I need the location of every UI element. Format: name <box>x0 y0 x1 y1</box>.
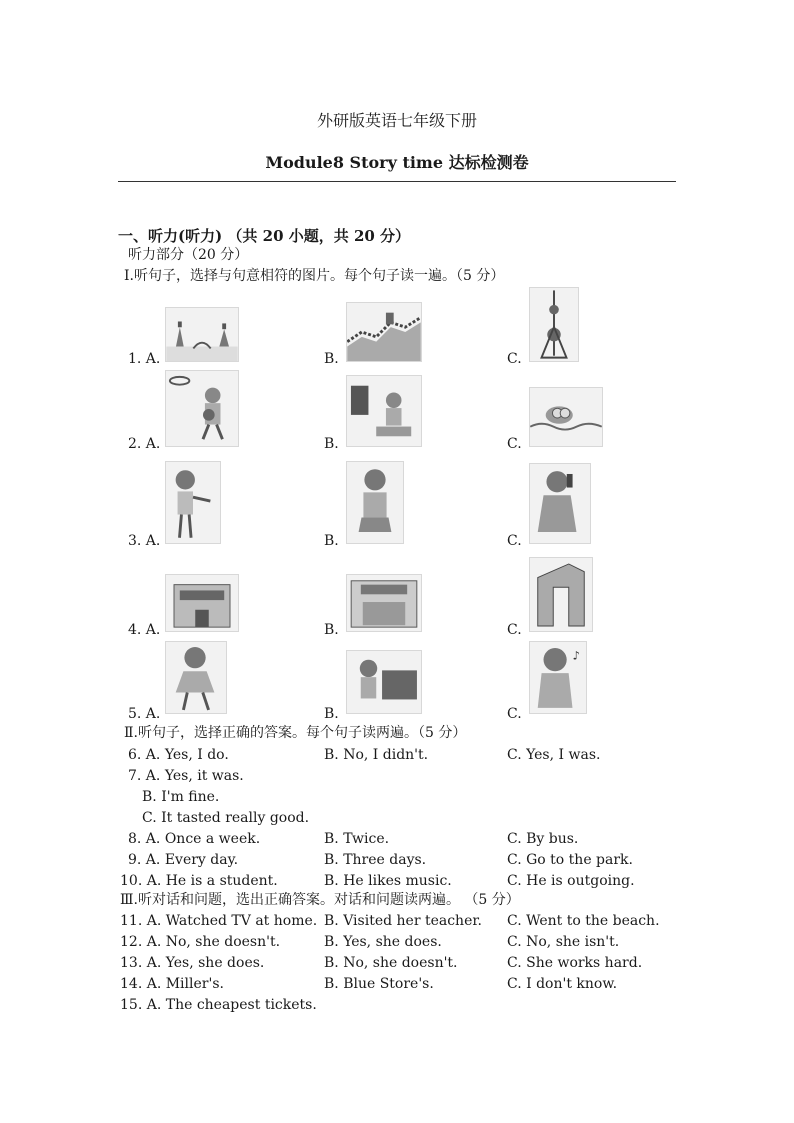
q4-label-a: 4. A. <box>128 622 161 638</box>
girl-in-sweater-icon <box>346 461 404 544</box>
q11-option-a: 11. A. Watched TV at home. <box>120 913 318 929</box>
singing-girl-icon <box>529 641 587 714</box>
q13-option-a: 13. A. Yes, she does. <box>120 955 265 971</box>
q3-label-c: C. <box>507 533 522 549</box>
q7-option-b: B. I'm fine. <box>142 789 220 805</box>
q12-option-c: C. No, she isn't. <box>507 934 620 950</box>
q7-option-c: C. It tasted really good. <box>142 810 310 826</box>
part-label: 听力部分（20 分） <box>128 247 249 263</box>
q1-label-a: 1. A. <box>128 351 161 367</box>
q14-option-c: C. I don't know. <box>507 976 618 992</box>
q9-option-c: C. Go to the park. <box>507 852 633 868</box>
q11-option-c: C. Went to the beach. <box>507 913 660 929</box>
q12-option-a: 12. A. No, she doesn't. <box>120 934 281 950</box>
q10-option-a: 10. A. He is a student. <box>120 873 278 889</box>
q1-label-b: B. <box>324 351 339 367</box>
q3-label-a: 3. A. <box>128 533 161 549</box>
part2-instruction: Ⅱ.听句子，选择正确的答案。每个句子读两遍。（5 分） <box>124 725 467 741</box>
section-heading: 一、听力(听力) （共 20 小题，共 20 分） <box>118 227 411 245</box>
q4-label-c: C. <box>507 622 522 638</box>
q14-option-b: B. Blue Store's. <box>324 976 434 992</box>
tv-tower-icon <box>529 287 579 362</box>
title-divider <box>118 181 676 182</box>
great-wall-icon <box>346 302 422 362</box>
q8-option-b: B. Twice. <box>324 831 390 847</box>
piano-player-icon <box>346 650 422 714</box>
q14-option-a: 14. A. Miller's. <box>120 976 224 992</box>
q5-label-b: B. <box>324 706 339 722</box>
document-title: 外研版英语七年级下册 <box>316 111 477 130</box>
boy-watching-tv-icon <box>346 375 422 447</box>
q9-option-a: 9. A. Every day. <box>128 852 239 868</box>
girl-on-phone-icon <box>529 463 591 544</box>
q13-option-c: C. She works hard. <box>507 955 643 971</box>
q5-label-a: 5. A. <box>128 706 161 722</box>
part3-instruction: Ⅲ.听对话和问题，选出正确答案。对话和问题读两遍。 （5 分） <box>120 892 520 908</box>
q2-label-a: 2. A. <box>128 436 161 452</box>
dancing-girl-icon <box>165 641 227 714</box>
q4-label-b: B. <box>324 622 339 638</box>
girl-pointing-icon <box>165 461 221 544</box>
q7-option-a: 7. A. Yes, it was. <box>128 768 244 784</box>
q8-option-a: 8. A. Once a week. <box>128 831 261 847</box>
q10-option-b: B. He likes music. <box>324 873 452 889</box>
cinema-building-icon <box>165 574 239 632</box>
q15-option-a: 15. A. The cheapest tickets. <box>120 997 317 1013</box>
q3-label-b: B. <box>324 533 339 549</box>
q11-option-b: B. Visited her teacher. <box>324 913 482 929</box>
q6-option-a: 6. A. Yes, I do. <box>128 747 229 763</box>
q12-option-b: B. Yes, she does. <box>324 934 442 950</box>
temple-pagoda-icon <box>165 307 239 362</box>
q10-option-c: C. He is outgoing. <box>507 873 635 889</box>
q1-label-c: C. <box>507 351 522 367</box>
cctv-building-icon <box>529 557 593 632</box>
q8-option-c: C. By bus. <box>507 831 579 847</box>
clothes-shop-icon <box>346 574 422 632</box>
swimmer-icon <box>529 387 603 447</box>
basketball-boy-icon <box>165 370 239 447</box>
q2-label-c: C. <box>507 436 522 452</box>
document-subtitle: Module8 Story time 达标检测卷 <box>265 153 529 172</box>
part1-instruction: Ⅰ.听句子，选择与句意相符的图片。每个句子读一遍。（5 分） <box>124 268 505 284</box>
q6-option-c: C. Yes, I was. <box>507 747 601 763</box>
q13-option-b: B. No, she doesn't. <box>324 955 458 971</box>
q5-label-c: C. <box>507 706 522 722</box>
q6-option-b: B. No, I didn't. <box>324 747 429 763</box>
q2-label-b: B. <box>324 436 339 452</box>
svg-text:♪: ♪ <box>572 648 580 663</box>
q9-option-b: B. Three days. <box>324 852 427 868</box>
